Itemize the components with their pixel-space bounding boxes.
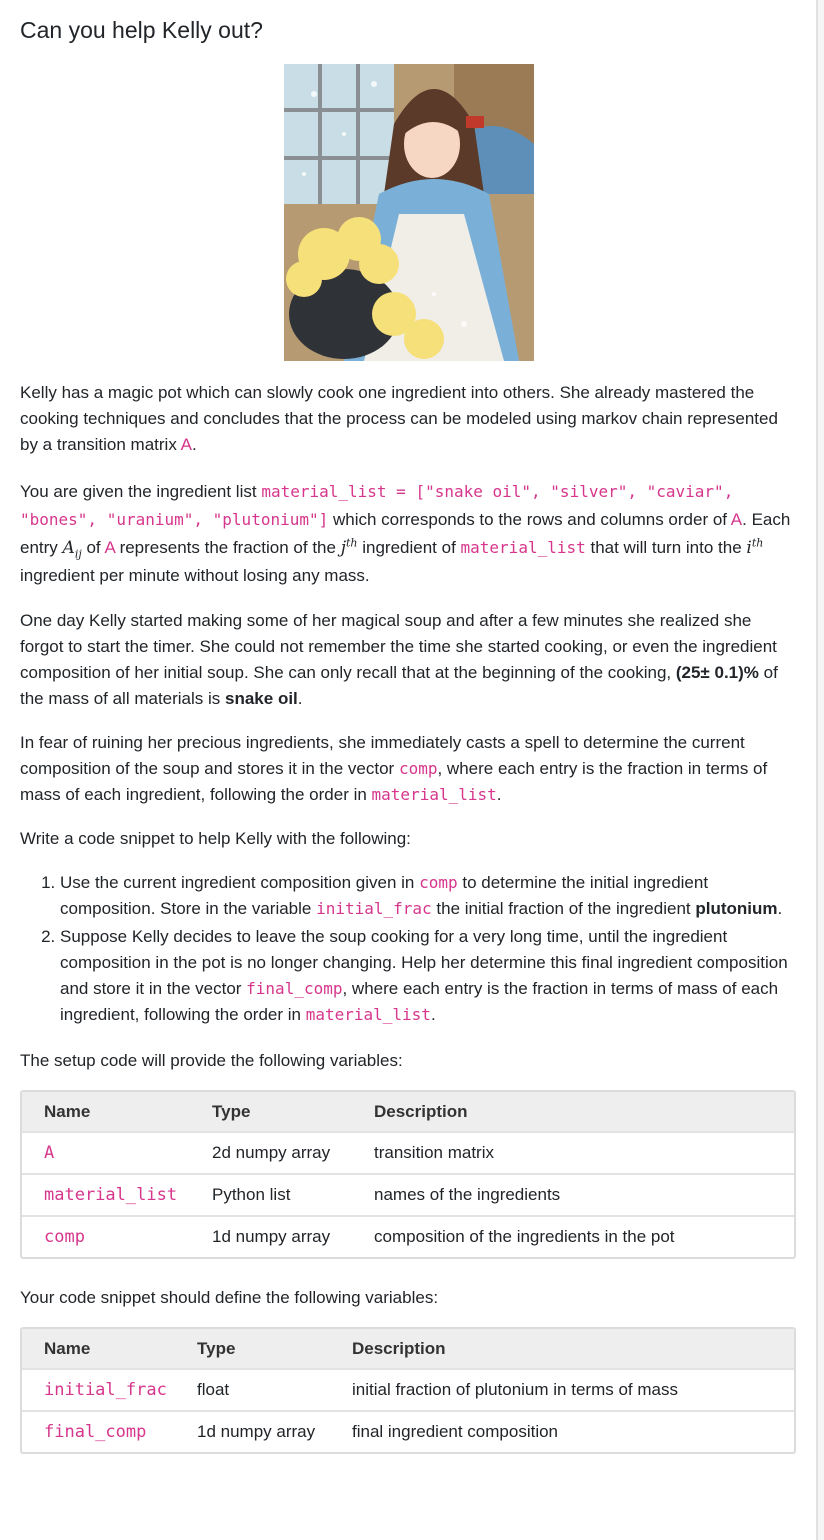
task-list (20, 870, 796, 1028)
material-list-code: material_list = ["snake oil", "silver", "caviar", "bones", "uranium", "plutonium"] (20, 482, 734, 529)
matrix-a: A (180, 435, 192, 454)
table-row: A 2d numpy array transition matrix (22, 1132, 794, 1174)
task-intro: Write a code snippet to help Kelly with the following: (20, 829, 411, 848)
material-list-ref: material_list (371, 785, 497, 804)
comp-paragraph: In fear of ruining her precious ingredients, she immediately casts a spell to determine the current composition of the soup and stores it in the vector comp, where each entry is the fraction in terms of mass of each ingredient, following the order in material_list. (20, 733, 768, 804)
output-intro: Your code snippet should define the following variables: (20, 1288, 439, 1307)
comp-code: comp (398, 759, 438, 778)
setup-variables-table (20, 1090, 796, 1259)
j-th: $j^{th}$ (340, 536, 358, 558)
story-paragraph: One day Kelly started making some of her magical soup and after a few minutes she realized she forgot to start the timer. She could not remember the time she started cooking, or even the ingredient composition of her initial soup. She can only recall that at the beginning of the cooking, (25± 0.1)% of the mass of all materials is snake oil. (20, 611, 778, 708)
kelly-illustration (284, 64, 534, 361)
list-item: 1. Use the current ingredient composition given in comp to determine the initial ingredient composition. Store in the variable initial_frac the initial fraction of the ingredient plutonium. (60, 870, 796, 922)
table-header: Name Type Description (22, 1092, 794, 1132)
table-header: Name Type Description (22, 1329, 794, 1369)
table-row: comp 1d numpy array composition of the ingredients in the pot (22, 1216, 794, 1257)
page-title: Can you help Kelly out? (20, 17, 263, 43)
snake-oil-fraction: (25± 0.1)% (675, 663, 759, 682)
i-th: $i^{th}$ (746, 536, 764, 558)
output-variables-table (20, 1327, 796, 1454)
entry-aij: $A_{ij}$ (62, 538, 82, 561)
table-row: initial_frac float initial fraction of plutonium in terms of mass (22, 1369, 794, 1411)
snake-oil-label: snake oil (225, 689, 298, 708)
ingredients-paragraph: You are given the ingredient list material_list = ["snake oil", "silver", "caviar", "bones", "uranium", "plutonium"] which corresponds to the rows and columns order of A. Each entry $A_{ij}$ of A represents the fraction of the $j^{th}$ ingredient of material_list that will turn into the $i^{th}$ ingredient per minute without losing any mass. (20, 482, 791, 585)
table-row: material_list Python list names of the ingredients (22, 1174, 794, 1216)
table-row: final_comp 1d numpy array final ingredient composition (22, 1411, 794, 1452)
matrix-a: A (104, 538, 115, 557)
material-list-ref: material_list (460, 538, 586, 557)
setup-intro: The setup code will provide the following variables: (20, 1051, 403, 1070)
matrix-a: A (730, 510, 743, 529)
intro-paragraph: Kelly has a magic pot which can slowly cook one ingredient into others. She already mastered the cooking techniques and concludes that the process can be modeled using markov chain represented by a transition matrix A. (20, 383, 778, 454)
list-item: 2. Suppose Kelly decides to leave the soup cooking for a very long time, until the ingredient composition in the pot is no longer changing. Help her determine this final ingredient composition and store it in the vector final_comp, where each entry is the fraction in terms of mass of each ingredient, following the order in material_list. (60, 924, 796, 1028)
